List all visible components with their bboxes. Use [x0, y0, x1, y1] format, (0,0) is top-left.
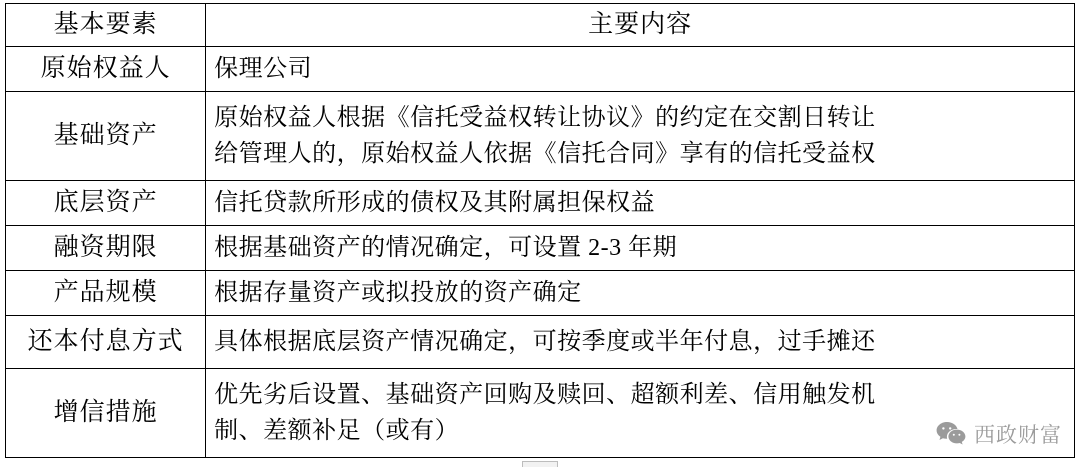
content-line: 根据存量资产或拟投放的资产确定 — [214, 279, 582, 306]
table-row — [6, 270, 1075, 315]
row-content — [206, 180, 1075, 225]
elements-table — [5, 3, 1075, 458]
table-row — [6, 225, 1075, 270]
content-line: 原始权益人根据《信托受益权转让协议》的约定在交割日转让 — [214, 104, 876, 131]
table-row — [6, 180, 1075, 225]
row-label: 原始权益人 — [6, 46, 206, 91]
content-line: 信托贷款所形成的债权及其附属担保权益 — [214, 189, 656, 216]
content-line: 制、差额补足（或有） — [214, 417, 460, 444]
row-content — [206, 91, 1075, 180]
document-page — [0, 3, 1080, 467]
row-content — [206, 270, 1075, 315]
content-line: 具体根据底层资产情况确定，可按季度或半年付息，过手摊还 — [214, 328, 876, 355]
page-bottom-marker — [522, 461, 558, 467]
content-line: 给管理人的，原始权益人依据《信托合同》享有的信托受益权 — [214, 140, 876, 167]
row-label: 融资期限 — [6, 225, 206, 270]
table-header-row — [6, 4, 1075, 47]
column-header-basic-elements: 基本要素 — [6, 4, 206, 47]
row-content — [206, 315, 1075, 368]
content-line: 根据基础资产的情况确定，可设置 2-3 年期 — [214, 234, 678, 261]
table-row — [6, 46, 1075, 91]
row-label: 产品规模 — [6, 270, 206, 315]
content-line: 保理公司 — [214, 55, 313, 82]
table-row — [6, 315, 1075, 368]
row-label: 底层资产 — [6, 180, 206, 225]
row-label: 基础资产 — [6, 91, 206, 180]
table-row — [6, 368, 1075, 457]
column-header-main-content: 主要内容 — [206, 4, 1075, 47]
row-content — [206, 225, 1075, 270]
row-label: 还本付息方式 — [6, 315, 206, 368]
row-content — [206, 46, 1075, 91]
table-row — [6, 91, 1075, 180]
watermark-label: 西政财富 — [974, 424, 1062, 447]
content-line: 优先劣后设置、基础资产回购及赎回、超额利差、信用触发机 — [214, 381, 876, 408]
row-label: 增信措施 — [6, 368, 206, 457]
row-content — [206, 368, 1075, 457]
